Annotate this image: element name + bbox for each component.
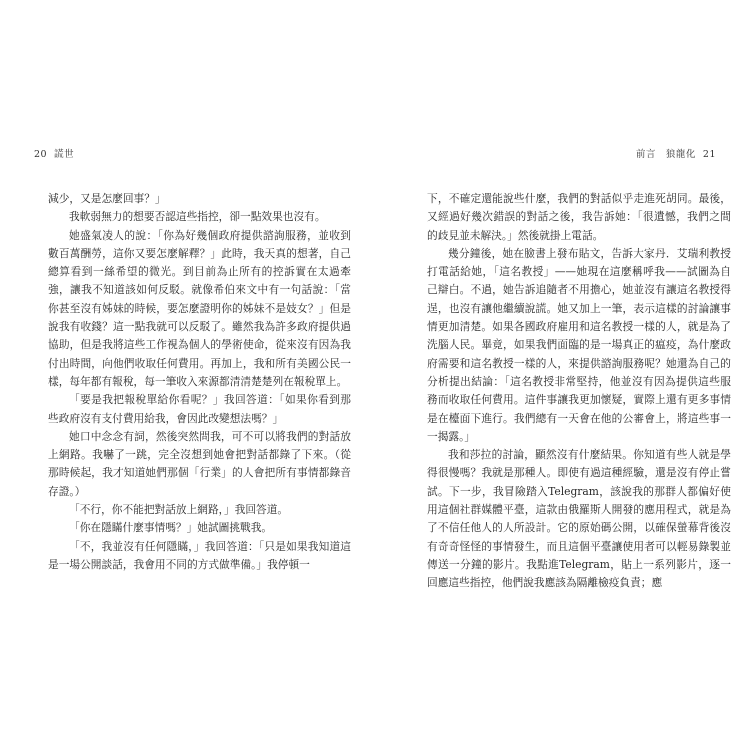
- paragraph: 幾分鐘後，她在臉書上發布貼文，告訴大家丹．艾瑞利教授打電話給她，「這名教授」——她現在這麼稱呼我——試圖為自己辯白。不過，她告訴追隨者不用擔心，她並沒有讓這名教授得逞，也沒有讓他繼續說謊。她又加上一筆，表示這樣的討論讓事情更加清楚。如果各國政府雇用和這名教授一樣的人，就是為了洗腦人民。畢竟，如果我們面臨的是一場真正的瘟疫，為什麼政府需要和這名教授一樣的人，來提供諮詢服務呢？她還為自己的分析提出結論：「這名教授非常堅持，他並沒有因為提供這些服務而收取任何費用。這件事讓我更加懷疑，實際上還有更多事情是在檯面下進行。我們總有一天會在他的公審會上，將這些事一一揭露。」: [427, 246, 731, 443]
- paragraph: 她口中念念有詞，然後突然問我，可不可以將我們的對話放上網路。我嚇了一跳，完全沒想到她會把對話都錄了下來。（從那時候起，我才知道她們那個「行業」的人會把所有事情都錄音存證。）: [48, 429, 351, 498]
- paragraph: 「你在隱瞞什麼事情嗎？」她試圖挑戰我。: [69, 521, 273, 535]
- left-page-number: 20: [34, 149, 48, 160]
- right-running-head: [636, 146, 716, 160]
- right-page-number: 21: [702, 149, 716, 160]
- paragraph: 我和莎拉的討論，顯然沒有什麼結果。你知道有些人就是學得很慢嗎？我就是那種人。即使有過這種經驗，還是沒有停止嘗試。下一步，我冒險踏入Telegram，該說我的那群人都偏好使用這個社群媒體平臺，這款由俄羅斯人開發的應用程式，就是為了不信任他人的人所設計。它的原始碼公開，以確保螢幕背後沒有奇奇怪怪的事情發生，而且這個平臺讓使用者可以輕易錄製並傳送一分鐘的影片。我點進Telegram，貼上一系列影片，逐一回應這些指控，他們說我應該為隔離檢疫負責；應: [427, 448, 731, 590]
- left-body-text: [48, 190, 351, 574]
- right-running-title: 前言 狼龍化: [635, 149, 696, 160]
- left-running-title: 謊世: [54, 149, 75, 160]
- right-page: [375, 0, 750, 750]
- paragraph: 「不行，你不能把對話放上網路，」我回答道。: [69, 503, 289, 517]
- paragraph: 我軟弱無力的想要否認這些指控，卻一點效果也沒有。: [69, 210, 326, 224]
- paragraph: 「要是我把報稅單給你看呢？」我回答道：「如果你看到那些政府沒有支付費用給我，會因此改變想法嗎？」: [48, 393, 351, 425]
- paragraph: 減少，又是怎麼回事？」: [48, 192, 166, 205]
- paragraph: 「不，我並沒有任何隱瞞，」我回答道：「只是如果我知道這是一場公開談話，我會用不同的方式做準備。」我停頓一: [48, 539, 351, 571]
- right-body-text: [427, 190, 731, 593]
- left-running-head: [34, 146, 74, 160]
- paragraph: 她盛氣凌人的說：「你為好幾個政府提供諮詢服務，並收到數百萬酬勞，這你又要怎麼解釋？」此時，我天真的想著，自己總算看到一絲希望的微光。到目前為止所有的控訴實在太過牽強，讓我不知道該如何反駁。就像希伯來文中有一句話說：「當你甚至沒有姊妹的時候，要怎麼證明你的姊妹不是妓女？」但是說我有收錢？這一點我就可以反駁了。雖然我為許多政府提供過協助，但是我將這些工作視為個人的學術使命，從來沒有因為我付出時間，向他們收取任何費用。再加上，我和所有美國公民一樣，每年都有報稅，每一筆收入來源都清清楚楚列在報稅單上。: [48, 228, 351, 388]
- paragraph: 下，不確定還能說些什麼，我們的對話似乎走進死胡同。最後，又經過好幾次錯誤的對話之後，我告訴她：「很遺憾，我們之間的歧見並未解決。」然後就掛上電話。: [427, 192, 731, 242]
